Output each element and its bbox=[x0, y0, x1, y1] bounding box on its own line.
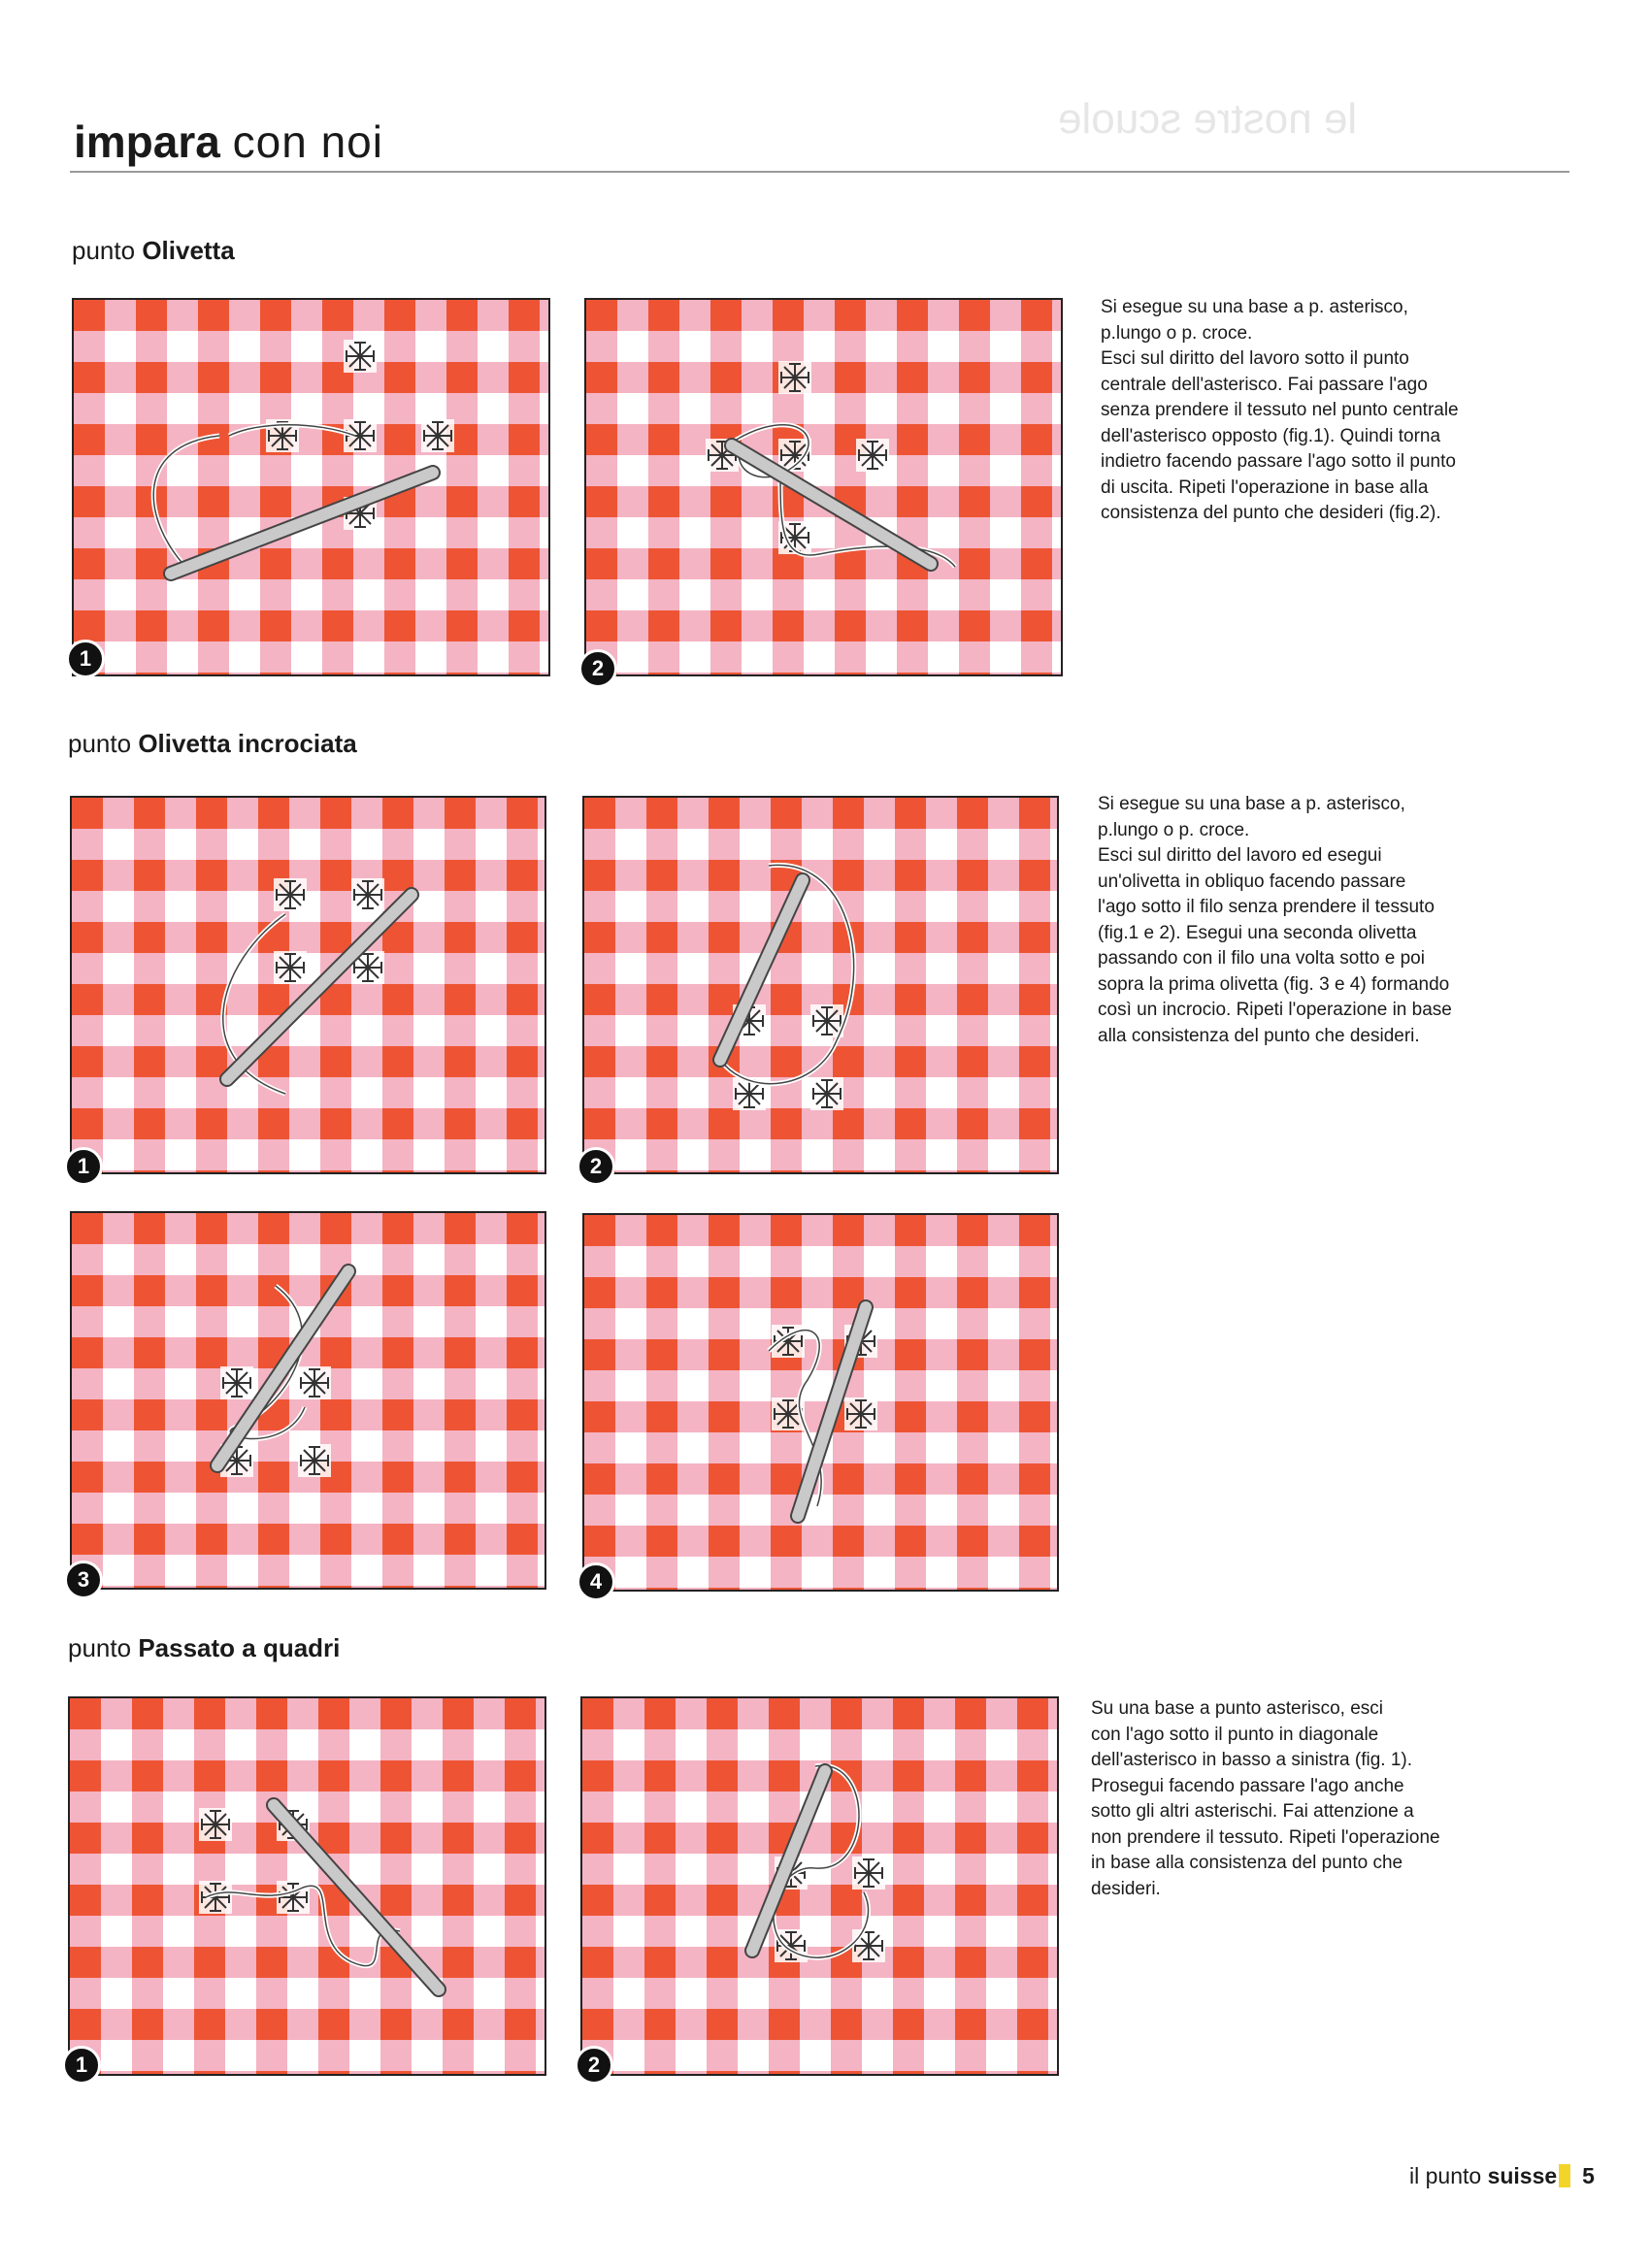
asterisk-stitch bbox=[852, 1857, 885, 1890]
asterisk-stitch bbox=[220, 1366, 253, 1399]
stitch-diagram bbox=[72, 798, 544, 1172]
section-title-passato-a-quadri: punto Passato a quadri bbox=[68, 1633, 341, 1662]
asterisk-stitch bbox=[199, 1881, 232, 1914]
page-title-rest: con noi bbox=[232, 116, 383, 167]
figure-olivetta-2 bbox=[584, 298, 1063, 680]
asterisk-stitch bbox=[351, 878, 384, 911]
footer-prefix: il punto bbox=[1409, 2163, 1482, 2188]
figure-olivetta-incrociata-3 bbox=[70, 1211, 546, 1590]
figure-olivetta-incrociata-4 bbox=[582, 1213, 1059, 1592]
figure-passato-a-quadri-2 bbox=[580, 1696, 1059, 2076]
figure-number: 1 bbox=[62, 2046, 101, 2085]
page-number: 5 bbox=[1582, 2163, 1595, 2188]
stitch-diagram bbox=[72, 1213, 544, 1588]
bleed-through-text: le nostre scuole bbox=[1058, 95, 1358, 143]
figure-number: 2 bbox=[577, 1147, 615, 1186]
figure-number: 1 bbox=[64, 1147, 103, 1186]
asterisk-stitch bbox=[810, 1077, 843, 1110]
figure-number: 3 bbox=[64, 1561, 103, 1599]
figure-number: 2 bbox=[578, 649, 617, 688]
stitch-diagram bbox=[586, 300, 1061, 674]
asterisk-stitch bbox=[421, 419, 454, 452]
stitch-diagram bbox=[584, 798, 1057, 1172]
description-olivetta-incrociata: Si esegue su una base a p. asterisco, p.lungo o p. croce. Esci sul diritto del lavoro ed esegui un'olivetta in obliquo facendo passare l'ago sotto il filo senza prendere il tessuto (fig.1 e 2). Esegui una seconda olivetta passando con il filo una volta sotto e poi sopra la prima olivetta (fig. 3 e 4) formando così un incrocio. Ripeti l'operazione in base alla consistenza del punto che desideri. bbox=[1098, 794, 1452, 1046]
page-footer bbox=[1409, 2162, 1595, 2189]
page-title-bold: impara bbox=[74, 116, 220, 167]
section-title-olivetta: punto Olivetta bbox=[72, 236, 235, 265]
description-olivetta: Si esegue su una base a p. asterisco, p.lungo o p. croce. Esci sul diritto del lavoro sotto il punto centrale dell'asterisco. Fai passare l'ago senza prendere il tessuto nel punto centrale dell'asterisco opposto (fig.1). Quindi torna indietro facendo passare l'ago sotto il punto di uscita. Ripeti l'operazione in base alla consistenza del punto che desideri (fig.2). bbox=[1101, 297, 1459, 523]
stitch-diagram bbox=[70, 1698, 544, 2074]
section-title-olivetta-incrociata: punto Olivetta incrociata bbox=[68, 729, 357, 758]
asterisk-stitch bbox=[274, 951, 307, 984]
asterisk-stitch bbox=[844, 1397, 877, 1430]
asterisk-stitch bbox=[344, 340, 377, 373]
asterisk-stitch bbox=[298, 1444, 331, 1477]
brand-marker bbox=[1559, 2164, 1570, 2187]
asterisk-stitch bbox=[856, 439, 889, 472]
description-passato-a-quadri: Su una base a punto asterisco, esci con l'ago sotto il punto in diagonale dell'asterisco in basso a sinistra (fig. 1). Prosegui facendo passare l'ago anche sotto gli altri asterischi. Fai attenzione a non prendere il tessuto. Ripeti l'operazione in base alla consistenza del punto che desideri. bbox=[1091, 1698, 1440, 1899]
figure-olivetta-incrociata-1 bbox=[70, 796, 546, 1178]
page-title bbox=[74, 115, 383, 169]
asterisk-stitch bbox=[298, 1366, 331, 1399]
asterisk-stitch bbox=[778, 361, 811, 394]
figure-olivetta-incrociata-2 bbox=[582, 796, 1059, 1178]
asterisk-stitch bbox=[852, 1929, 885, 1962]
figure-number: 1 bbox=[66, 640, 105, 678]
footer-brand: suisse bbox=[1487, 2163, 1558, 2188]
figure-number: 2 bbox=[575, 2046, 613, 2085]
figure-number: 4 bbox=[577, 1562, 615, 1601]
page-header bbox=[70, 115, 1569, 173]
stitch-diagram bbox=[582, 1698, 1057, 2074]
stitch-diagram bbox=[74, 300, 548, 674]
figure-olivetta-1 bbox=[72, 298, 550, 676]
asterisk-stitch bbox=[199, 1808, 232, 1841]
stitch-diagram bbox=[584, 1215, 1057, 1590]
asterisk-stitch bbox=[274, 878, 307, 911]
figure-passato-a-quadri-1 bbox=[68, 1696, 546, 2076]
